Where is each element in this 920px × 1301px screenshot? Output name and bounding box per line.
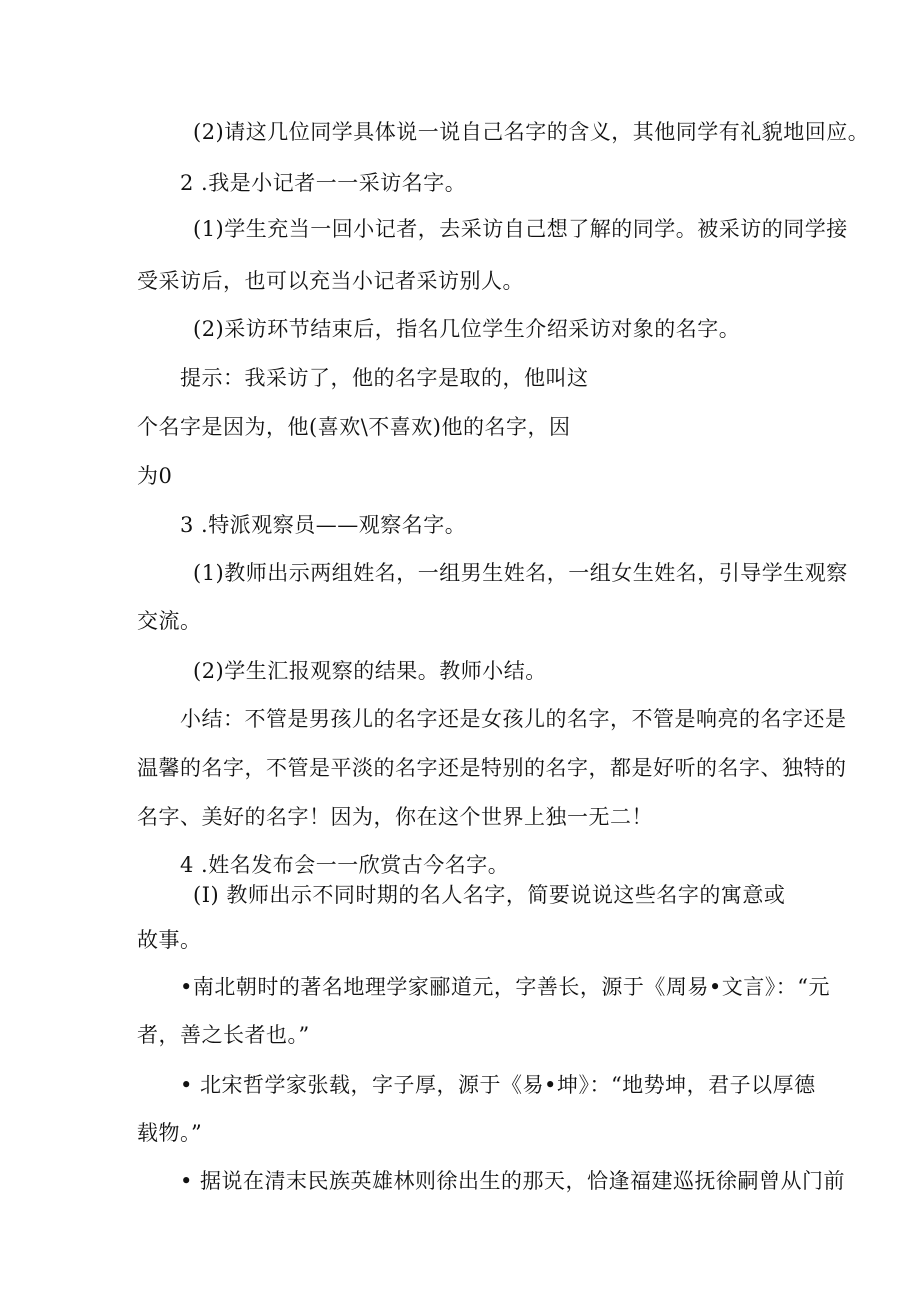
paragraph-line: 载物。” [137, 1121, 203, 1145]
paragraph-line: 小结：不管是男孩儿的名字还是女孩儿的名字，不管是响亮的名字还是 [180, 707, 847, 731]
paragraph-line: 温馨的名字，不管是平淡的名字还是特别的名字，都是好听的名字、独特的 [137, 756, 847, 780]
paragraph-line: 交流。 [137, 609, 202, 633]
bullet-line: • 据说在清末民族英雄林则徐出生的那天，恰逢福建巡抚徐嗣曾从门前 [180, 1169, 846, 1193]
paragraph-line: 故事。 [137, 928, 202, 952]
paragraph-line: 提示：我采访了，他的名字是取的，他叫这 [180, 366, 589, 390]
paragraph-line: (I) 教师出示不同时期的名人名字，简要说说这些名字的寓意或 [193, 883, 786, 907]
section-heading: 4 .姓名发布会一一欣赏古今名字。 [180, 853, 510, 877]
paragraph-line: (2)学生汇报观察的结果。教师小结。 [193, 659, 547, 683]
section-heading: 2 .我是小记者一一采访名字。 [180, 171, 467, 195]
paragraph-line: 者，善之长者也。” [137, 1023, 310, 1047]
paragraph-line: 为0 [137, 464, 173, 488]
section-heading: 3 .特派观察员——观察名字。 [180, 513, 467, 537]
bullet-line: • 北宋哲学家张载，字子厚，源于《易•坤》：“地势坤，君子以厚德 [180, 1073, 816, 1097]
paragraph-line: (1)教师出示两组姓名，一组男生姓名，一组女生姓名，引导学生观察 [193, 561, 848, 585]
paragraph-line: (2)采访环节结束后，指名几位学生介绍采访对象的名字。 [193, 317, 741, 341]
paragraph-line: 受采访后，也可以充当小记者采访别人。 [137, 269, 524, 293]
paragraph-line: (2)请这几位同学具体说一说自己名字的含义，其他同学有礼貌地回应。 [193, 120, 870, 144]
paragraph-line: (1)学生充当一回小记者，去采访自己想了解的同学。被采访的同学接 [193, 217, 848, 241]
paragraph-line: 个名字是因为，他(喜欢\不喜欢)他的名字，因 [137, 415, 571, 439]
bullet-line: •南北朝时的著名地理学家郦道元，字善长，源于《周易•文言》：“元 [180, 975, 831, 999]
paragraph-line: 名字、美好的名字！因为，你在这个世界上独一无二！ [137, 805, 653, 829]
